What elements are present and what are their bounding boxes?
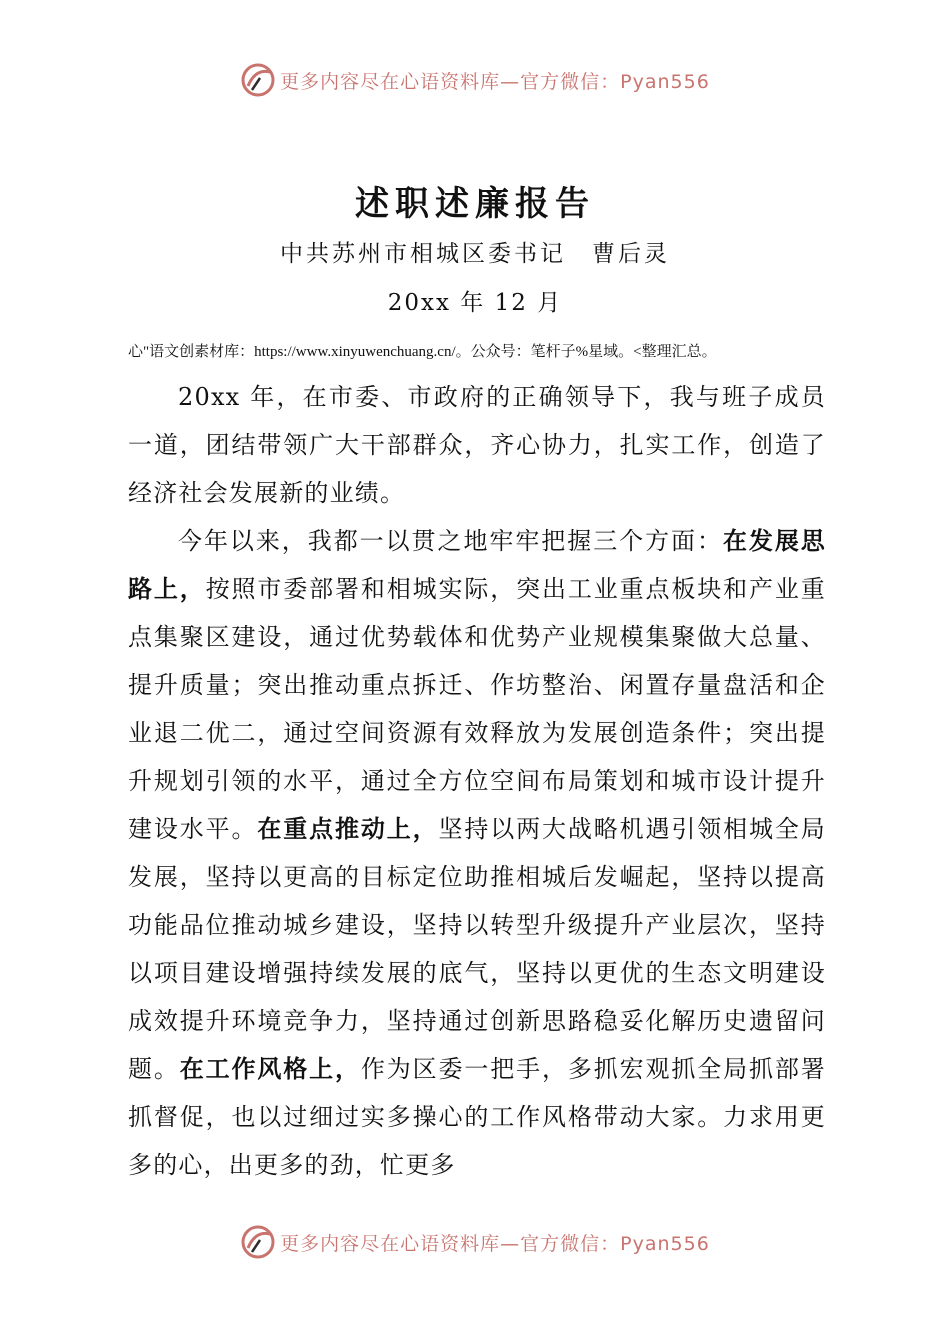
paragraph-2-intro: 今年以来，我都一以贯之地牢牢把握三个方面：: [178, 527, 723, 555]
heading-work-style: 在工作风格上，: [179, 1054, 361, 1083]
heading-development-thinking: 在发展思路上，: [128, 526, 826, 603]
paragraph-2: [128, 517, 826, 1189]
document-author: 中共苏州市相城区委书记 曹后灵: [280, 241, 670, 267]
footer-banner: [0, 1222, 950, 1262]
brand-logo-icon: [240, 1224, 276, 1260]
source-note: 心"语文创素材库：https://www.xinyuwenchuang.cn/。公众号：笔杆子%星域。<整理汇总。: [128, 344, 717, 360]
heading-key-promotion: 在重点推动上，: [257, 814, 439, 843]
document-date: 20xx 年 12 月: [387, 290, 563, 316]
paragraph-1: 20xx 年，在市委、市政府的正确领导下，我与班子成员一道，团结带领广大干部群众，齐心协力，扎实工作，创造了经济社会发展新的业绩。: [128, 383, 826, 507]
paragraph-2-text-1: 按照市委部署和相城实际，突出工业重点板块和产业重点集聚区建设，通过优势载体和优势产业规模集聚做大总量、提升质量；突出推动重点拆迁、作坊整治、闲置存量盘活和企业退二优二，通过空间资源有效释放为发展创造条件；突出提升规划引领的水平，通过全方位空间布局策划和城市设计提升建设水平。: [128, 575, 826, 843]
document-title: 述职述廉报告: [355, 184, 595, 224]
paragraph-2-text-3: 作为区委一把手，多抓宏观抓全局抓部署抓督促，也以过细过实多操心的工作风格带动大家。力求用更多的心，出更多的劲，忙更多: [128, 1055, 826, 1179]
footer-banner-text: 更多内容尽在心语资料库—官方微信：Pyan556: [280, 1232, 710, 1255]
banner-text: 更多内容尽在心语资料库—官方微信：Pyan556: [280, 70, 710, 93]
brand-logo-icon: [240, 62, 276, 98]
document-body: [128, 373, 826, 1189]
paragraph-2-text-2: 坚持以两大战略机遇引领相城全局发展，坚持以更高的目标定位助推相城后发崛起，坚持以提高功能品位推动城乡建设，坚持以转型升级提升产业层次，坚持以项目建设增强持续发展的底气，坚持以更优的生态文明建设成效提升环境竞争力，坚持通过创新思路稳妥化解历史遗留问题。: [128, 815, 827, 1083]
header-banner: [0, 60, 950, 100]
